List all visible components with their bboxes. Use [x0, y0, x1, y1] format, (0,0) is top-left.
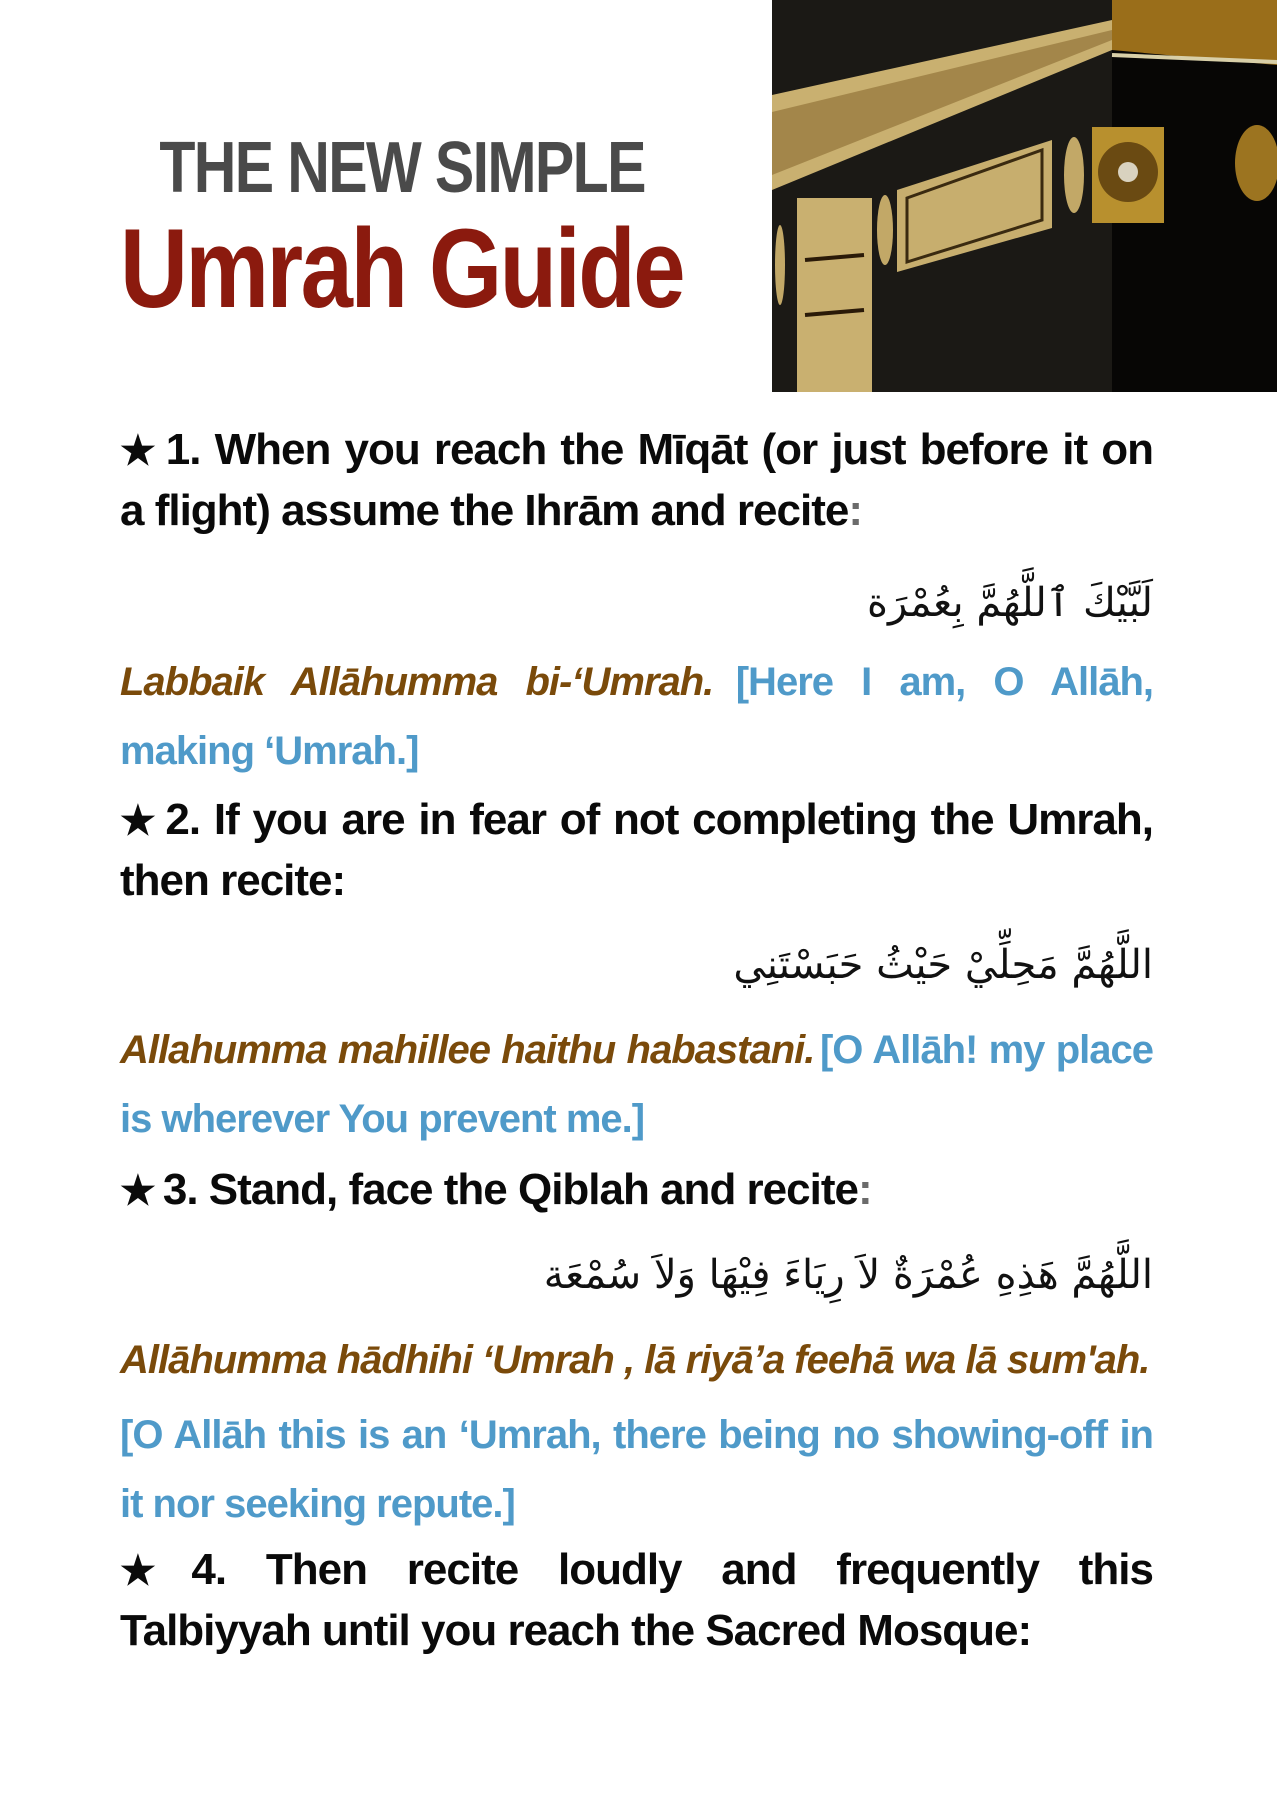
title-block: [120, 128, 720, 331]
kaaba-illustration: [772, 0, 1277, 392]
step-3-transliteration: Allāhumma hādhihi ‘Umrah , lā riyā’a feehā wa lā sum'ah.: [120, 1338, 1150, 1382]
step-3-translation-line: [120, 1405, 1153, 1543]
star-icon: ★: [120, 429, 158, 473]
colon: :: [331, 856, 346, 905]
step-2-text: 2. If you are in fear of not completing the Umrah, then recite: [120, 795, 1153, 905]
step-3-text: 3. Stand, face the Qiblah and recite: [162, 1165, 858, 1214]
step-1-translation: [Here I am, O Allāh, making ‘Umrah.]: [120, 660, 1154, 773]
step-1-transliteration: Labbaik Allāhumma bi-‘Umrah.: [120, 660, 714, 704]
step-2-instruction: [120, 790, 1153, 911]
step-2-arabic: اللَّهُمَّ مَحِلِّيْ حَيْثُ حَبَسْتَنِي: [733, 942, 1153, 988]
title-subheading: THE NEW SIMPLE: [159, 128, 645, 208]
step-3-instruction: [120, 1160, 1153, 1221]
step-1-recitation: [120, 652, 1153, 790]
step-2-recitation: [120, 1020, 1153, 1158]
star-icon: ★: [120, 1549, 184, 1593]
star-icon: ★: [120, 1169, 155, 1213]
step-3-arabic: اللَّهُمَّ هَذِهِ عُمْرَةٌ لاَ رِيَاءَ فِيْهَا وَلاَ سُمْعَة: [543, 1252, 1153, 1298]
step-4-text: 4. Then recite loudly and frequently this Talbiyyah until you reach the Sacred Mosque: [120, 1545, 1153, 1655]
step-2-transliteration: Allahumma mahillee haithu habastani.: [120, 1028, 815, 1072]
kaaba-image: [772, 0, 1277, 392]
step-4-instruction: [120, 1540, 1153, 1661]
star-icon: ★: [120, 799, 158, 843]
colon: :: [848, 486, 862, 535]
colon: :: [1017, 1606, 1032, 1655]
step-1-instruction: [120, 420, 1153, 541]
step-1-text: 1. When you reach the Mīqāt (or just before it on a flight) assume the Ihrām and recite: [120, 425, 1154, 535]
colon: :: [857, 1165, 872, 1214]
step-3-transliteration-line: [120, 1330, 1153, 1399]
step-1-arabic: لَبَّيْكَ ٱللَّهُمَّ بِعُمْرَة: [867, 580, 1153, 626]
step-2-translation: [O Allāh! my place is wherever You prevent me.]: [120, 1028, 1153, 1141]
step-3-translation: [O Allāh this is an ‘Umrah, there being no showing-off in it nor seeking repute.]: [120, 1413, 1153, 1526]
page-title: Umrah Guide: [120, 206, 683, 331]
